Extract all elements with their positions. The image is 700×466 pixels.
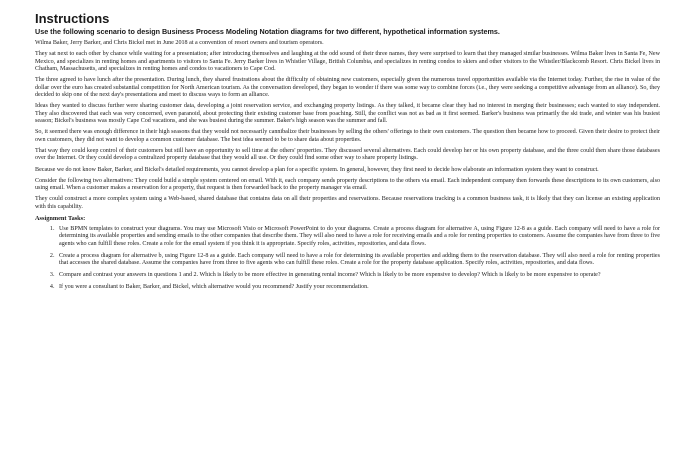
subtitle: Use the following scenario to design Business Process Modeling Notation diagrams for two different, hypothetical information systems. [35, 27, 500, 36]
paragraph-lunch: The three agreed to have lunch after the presentation. During lunch, they shared frustrations about the difficulty of obtaining new customers, especially given the numerous travel opportunities available via the Internet today. Further, the rise in value of the dollar over the euro has created substantial competition for North American tourism. As the conversation developed, they began to wonder if there was some way to combine forces (i.e., they were seeking a competitive advantage from an alliance). So, they decided to skip one of the next day's presentations and meet to discuss ways to form an alliance. [35, 77, 660, 99]
task-item: 2. Create a process diagram for alternative b, using Figure 12-8 as a guide. Each company will need to have a role for determining its available properties and adding them to the reservation database. They will also need a role for renting properties that accesses the shared database. Assume the companies have from three to five agents who can fulfill these roles. Create a role for the property database application. Specify roles, activities, repositories, and data flows. [56, 253, 660, 268]
paragraph-ideas: Ideas they wanted to discuss further were sharing customer data, developing a joint reservation service, and exchanging property listings. As they talked, it became clear they had no interest in merging their businesses; each wanted to stay independent. They also discovered that each was very concerned, even paranoid, about protecting their existing customer base from poaching. Still, the conflict was not as bad as it first seemed. Barker's business was primarily the ski trade, and winter was his busiest season; Bickel's business was mostly Cape Cod vacations, and she was busiest during the summer. Baker's high season was the summer and fall. [35, 103, 660, 125]
paragraph-meeting: Wilma Baker, Jerry Barker, and Chris Bickel met in June 2018 at a convention of resort owners and tourism operators. [35, 40, 324, 46]
tasks-list [35, 226, 660, 292]
paragraph-introductions: They sat next to each other by chance while waiting for a presentation; after introducing themselves and laughing at the odd sound of their three names, they were surprised to learn that they managed similar businesses. Wilma Baker lives in Santa Fe, New Mexico, and specializes in renting homes and apartments to visitors to Santa Fe. Jerry Barker lives in Whistler Village, British Columbia, and specializes in renting condos to skiers and other visitors to the Whistler/Blackcomb Resort. Chris Bickel lives in Chatham, Massachusetts, and specializes in renting homes and condos to vacationers to Cape Cod. [35, 51, 660, 73]
tasks-heading: Assignment Tasks: [35, 214, 86, 222]
page-title: Instructions [35, 11, 110, 26]
paragraph-requirements: Because we do not know Baker, Barker, and Bickel's detailed requirements, you cannot develop a plan for a specific system. In general, however, they first need to decide how elaborate an information system they want to construct. [35, 166, 599, 173]
paragraph-alternatives: That way they could keep control of their customers but still have an opportunity to sell time at the others' properties. They discussed several alternatives. Each could develop her or his own property database, and the three could then share those databases over the Internet. Or they could develop a centralized property database that they would all use. Or they could find some other way to share property listings. [35, 147, 660, 162]
task-item: 1. Use BPMN templates to construct your diagrams. You may use Microsoft Visio or Microsoft PowerPoint to do your diagrams. Create a process diagram for alternative A, using Figure 12-8 as a guide. Each company will need to have a role for determining its available properties and sending emails to the other companies that describe them. They will also need to have a role for receiving emails and a role for renting properties to customers. Assume the companies have from three to five agents who can fulfill these roles. Create a role for the email system if you think it is appropriate. Specify roles, activities, repositories, and data flows. [56, 226, 660, 249]
paragraph-web-system: They could construct a more complex system using a Web-based, shared database that contains data on all their properties and reservations. Because reservations tracking is a common business task, it is likely that they can license an existing application with this capability. [35, 196, 660, 210]
task-item: 4. If you were a consultant to Baker, Barker, and Bickel, which alternative would you recommend? Justify your recommendation. [56, 284, 660, 292]
instructions-document [35, 11, 660, 296]
paragraph-email-system: Consider the following two alternatives: They could build a simple system centered on email. With it, each company sends property descriptions to the others via email. Each independent company then forwards these descriptions to its own customers, also using email. When a customer makes a reservation for a property, that request is then forwarded back to the property manager via email. [35, 177, 660, 192]
task-item: 3. Compare and contrast your answers in questions 1 and 2. Which is likely to be more effective in generating rental income? Which is likely to be more expensive to develop? Which is likely to be more expensive to operate? [56, 272, 660, 280]
paragraph-seasons: So, it seemed there was enough difference in their high seasons that they would not necessarily cannibalize their businesses by selling the others' offerings to their own customers. The question then became how to proceed. Given their desire to protect their own customers, they did not want to develop a common customer database. The best idea seemed to be to share data about properties. [35, 129, 660, 143]
